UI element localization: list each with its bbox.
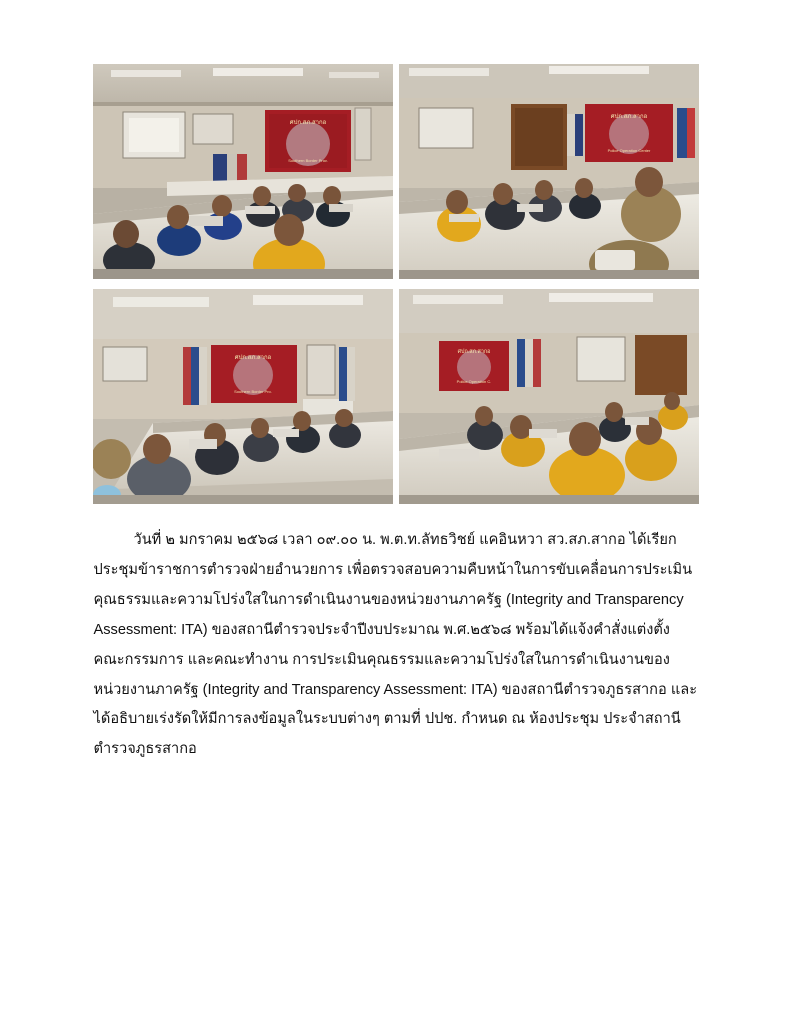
svg-text:ศปก.สภ.สากอ: ศปก.สภ.สากอ: [457, 349, 490, 355]
caption-text: วันที่ ๒ มกราคม ๒๕๖๘ เวลา ๐๙.๐๐ น. พ.ต.ท.ลัทธวิชย์ แคอินหวา สว.สภ.สากอ ได้เรียกประชุมข้าราชการตำรวจฝ่ายอำนวยการ เพื่อตรวจสอบความคืบหน้าในการขับเคลื่อนการประเมินคุณธรรมและความโปร่งใสในการดำเนินงานของหน่วยงานภาครัฐ (Integrity and Transparency Assessment: ITA) ของสถานีตำรวจประจำปีงบประมาณ พ.ศ.๒๕๖๘ พร้อมได้แจ้งคำสั่งแต่งตั้งคณะกรรมการ และคณะทำงาน การประเมินคุณธรรมและความโปร่งใสในการดำเนินงานของหน่วยงานภาครัฐ (Integrity and Transparency Assessment: ITA) ของสถานีตำรวจภูธรสากอ และได้อธิบายเร่งรัดให้มีการลงข้อมูลในระบบต่างๆ ตามที่ ปปช. กำหนด ณ ห้องประชุม ประจำสถานีตำรวจภูธรสากอ: [93, 532, 698, 758]
svg-text:Southern Border Prov.: Southern Border Prov.: [287, 158, 328, 163]
meeting-photo-bottom-right: [399, 289, 699, 504]
svg-text:Southern Border Pro.: Southern Border Pro.: [233, 389, 272, 394]
svg-text:Police Operation Center: Police Operation Center: [607, 148, 650, 153]
meeting-photo-top-left: [93, 64, 393, 279]
caption-paragraph: [94, 526, 698, 765]
meeting-photo-bottom-left: [93, 289, 393, 504]
svg-text:ศปก.สภ.สากอ: ศปก.สภ.สากอ: [289, 120, 326, 126]
photo-grid: [93, 64, 699, 504]
svg-text:Police Operation C.: Police Operation C.: [456, 379, 491, 384]
svg-text:ศปก.สภ.สากอ: ศปก.สภ.สากอ: [610, 114, 647, 120]
meeting-photo-top-right: [399, 64, 699, 279]
svg-text:ศปก.สภ.สากอ: ศปก.สภ.สากอ: [234, 355, 271, 361]
